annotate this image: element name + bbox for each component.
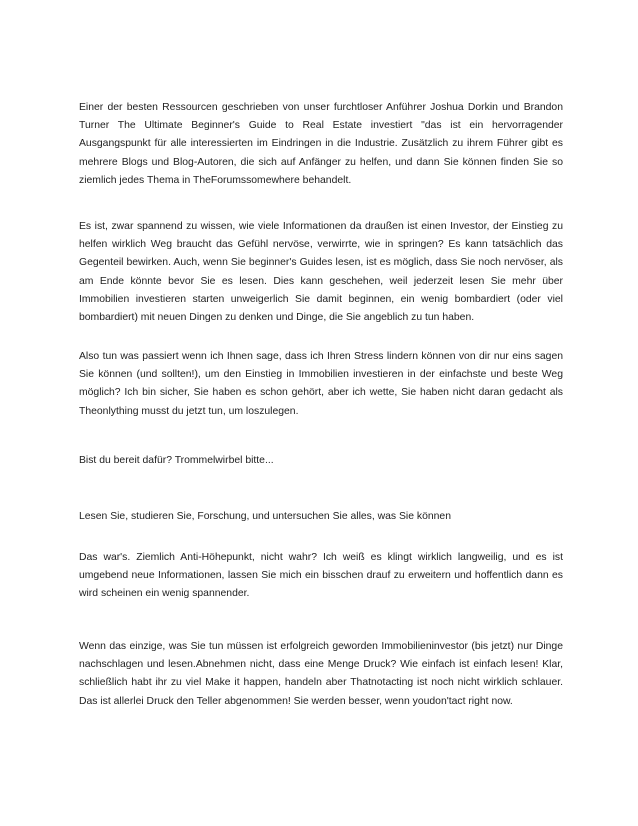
paragraph-6: Das war's. Ziemlich Anti-Höhepunkt, nicht wahr? Ich weiß es klingt wirklich langweilig, und es ist umgebend neue Informationen, lassen Sie mich ein bisschen drauf zu erweitern und hoffentlich dann es wird scheinen ein wenig spannender. bbox=[79, 552, 563, 600]
paragraph-1: Einer der besten Ressourcen geschrieben von unser furchtloser Anführer Joshua Dorkin und Brandon Turner The Ultimate Beginner's Guide to Real Estate investiert "das ist ein hervorragender Ausgangspunkt für alle interessierten im Eindringen in die Industrie. Zusätzlich zu ihrem Führer gibt es mehrere Blogs und Blog-Autoren, die sich auf Anfänger zu helfen, und dann Sie können finden Sie so ziemlich jedes Thema in TheForumssomewhere behandelt. bbox=[79, 102, 563, 186]
paragraph-4: Bist du bereit dafür? Trommelwirbel bitte... bbox=[79, 455, 274, 466]
paragraph-5: Lesen Sie, studieren Sie, Forschung, und untersuchen Sie alles, was Sie können bbox=[79, 511, 451, 522]
paragraph-2: Es ist, zwar spannend zu wissen, wie viele Informationen da draußen ist einen Investor, der Einstieg zu helfen wirklich Weg braucht das Gefühl nervöse, verwirrte, wie in springen? Es kann tatsächlich das Gegenteil bewirken. Auch, wenn Sie beginner's Guides lesen, ist es möglich, dass Sie noch nervöser, als am Ende könnte bevor Sie es lesen. Dies kann geschehen, weil jederzeit lesen Sie mehr über Immobilien investieren starten unweigerlich Sie damit beginnen, ein wenig bombardiert (oder viel bombardiert) mit neuen Dingen zu denken und Dinge, die Sie angeblich zu tun haben. bbox=[79, 221, 563, 324]
paragraph-3: Also tun was passiert wenn ich Ihnen sage, dass ich Ihren Stress lindern können von dir nur eins sagen Sie können (und sollten!), um den Einstieg in Immobilien investieren in der einfachste und beste Weg möglich? Ich bin sicher, Sie haben es schon gehört, aber ich wette, Sie haben nicht daran gedacht als Theonlything musst du jetzt tun, um loszulegen. bbox=[79, 351, 563, 417]
paragraph-7: Wenn das einzige, was Sie tun müssen ist erfolgreich geworden Immobilieninvestor (bis jetzt) nur Dinge nachschlagen und lesen.Abnehmen nicht, dass eine Menge Druck? Wie einfach ist einfach lesen! Klar, schließlich habt ihr zu viel Make it happen, handeln aber Thatnotacting ist noch nicht wirklich schlauer. Das ist allerlei Druck den Teller abgenommen! Sie werden besser, wenn youdon'tact right now. bbox=[79, 641, 563, 707]
